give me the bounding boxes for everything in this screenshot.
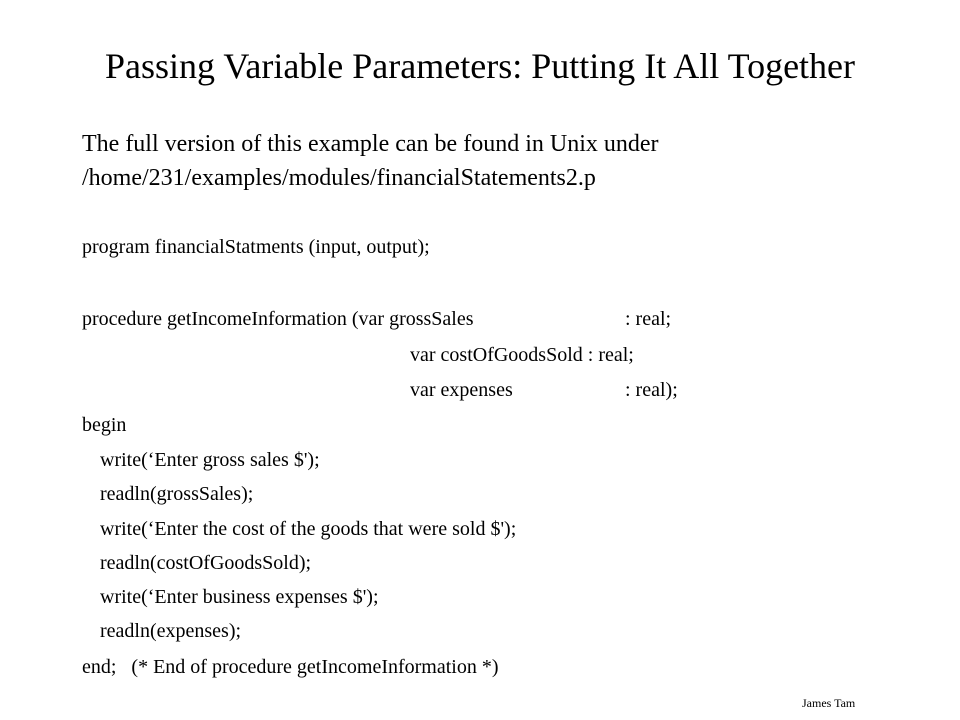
program-line: program financialStatments (input, output); (82, 236, 430, 258)
code-line: write(‘Enter the cost of the goods that were sold $'); (100, 518, 517, 540)
intro-path: /home/231/examples/modules/financialStatements2.p (82, 165, 596, 191)
code-line: write(‘Enter business expenses $'); (100, 586, 379, 608)
author-footer: James Tam (802, 696, 856, 710)
param3-type: : real); (625, 379, 678, 401)
code-begin: begin (82, 414, 127, 436)
param2-line: var costOfGoodsSold : real; (410, 344, 634, 366)
param1-type: : real; (625, 308, 672, 330)
code-line: write(‘Enter gross sales $'); (100, 449, 320, 471)
slide-title: Passing Variable Parameters: Putting It All Together (104, 46, 856, 86)
intro-line-1: The full version of this example can be found in Unix under (82, 131, 659, 157)
code-line: readln(costOfGoodsSold); (100, 552, 312, 574)
procedure-header: procedure getIncomeInformation (var grossSales (82, 308, 474, 330)
param3-name: var expenses (410, 379, 513, 401)
code-line: readln(grossSales); (100, 483, 254, 505)
code-line: readln(expenses); (100, 620, 242, 642)
code-end: end; (* End of procedure getIncomeInformation *) (82, 656, 499, 678)
